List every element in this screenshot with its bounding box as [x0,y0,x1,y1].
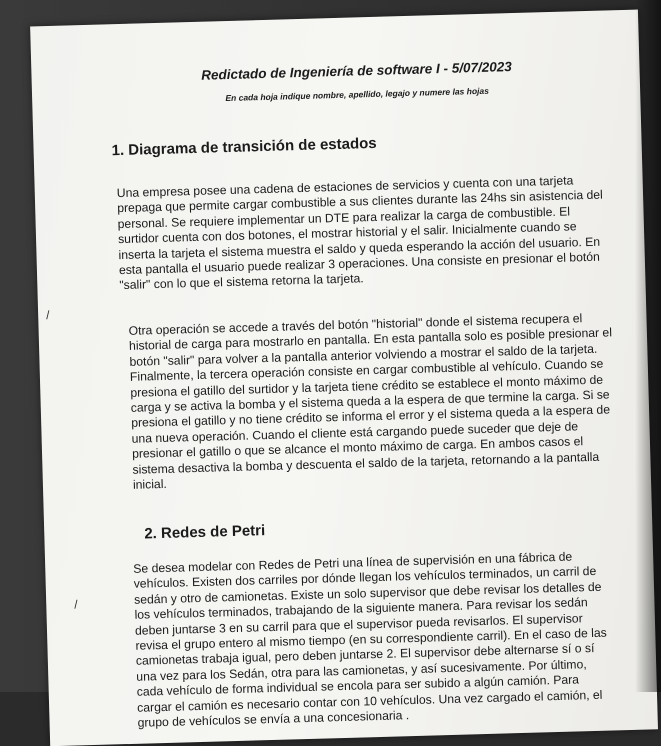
pen-margin-mark: / [45,308,50,323]
section-2-title: 2. Redes de Petri [144,522,266,543]
section-1-paragraph-1: Una empresa posee una cadena de estaciones de servicios y cuenta con una tarjeta prepaga que permite cargar combustible a sus clientes durante las 24hs sin asistencia del personal. Se requiere implementar un DTE para realizar la carga de combustible. El surtidor cuenta con dos botones, el mostrar historial y el salir. Inicialmente cuando se inserta la tarjeta el sistema muestra el saldo y queda esperando la acción del usuario. En esta pantalla el usuario puede realizar 3 operaciones. Una consiste en presionar el botón "salir" con lo que el sistema retorna la tarjeta. [116,173,603,293]
exam-sheet [30,10,658,746]
edge-shadow [635,0,661,692]
section-1-title: 1. Diagrama de transición de estados [111,134,377,160]
exam-instructions: En cada hoja indique nombre, apellido, legajo y numere las hojas [225,85,490,104]
section-1-paragraph-2: Otra operación se accede a través del botón "historial" donde el sistema recupera el historial de carga para mostrarlo en pantalla. En esta pantalla solo es posible presionar el botón "salir" para volver a la pantalla anterior volviendo a mostrar el saldo de la tarjeta. Finalmente, la tercera operación consiste en cargar combustible al vehículo. Cuando se presiona el gatillo del surtidor y la tarjeta tiene crédito se establece el monto máximo de carga y se activa la bomba y el sistema queda a la espera de que termine la carga. Si se presiona el gatillo y no tiene crédito se informa el error y el sistema queda a la espera de una nueva operación. Cuando el cliente está cargando puede suceder que deje de presionar el gatillo o que se alcance el monto máximo de carga. En ambos casos el sistema desactiva la bomba y descuenta el saldo de la tarjeta, retornando a la pantalla inicial. [128,311,613,492]
pen-margin-mark: / [74,597,78,612]
exam-title: Redictado de Ingeniería de software I - 5/07/2023 [201,59,512,83]
section-2-paragraph: Se desea modelar con Redes de Petri una línea de supervisión en una fábrica de vehículos. Existen dos carriles por dónde llegan los vehículos terminados, un carril de sedán y otro de camionetas. Existe un solo supervisor que debe revisar los detalles de los vehículos terminados, trabajando de la siguiente manera. Para revisar los sedán deben juntarse 3 en su carril para que el supervisor pueda revisarlos. El supervisor revisa el grupo entero al mismo tiempo (en su correspondiente carril). En el caso de las camionetas trabaja igual, pero deben juntarse 2. El supervisor debe alternarse sí o sí una vez para los Sedán, otra para las camionetas, y así sucesivamente. Por último, cada vehículo de forma individual se encola para ser subido a algún camión. Para cargar el camión es necesario contar con 10 vehículos. Una vez cargado el camión, el grupo de vehículos se envía a una concesionaria . [133,549,607,730]
